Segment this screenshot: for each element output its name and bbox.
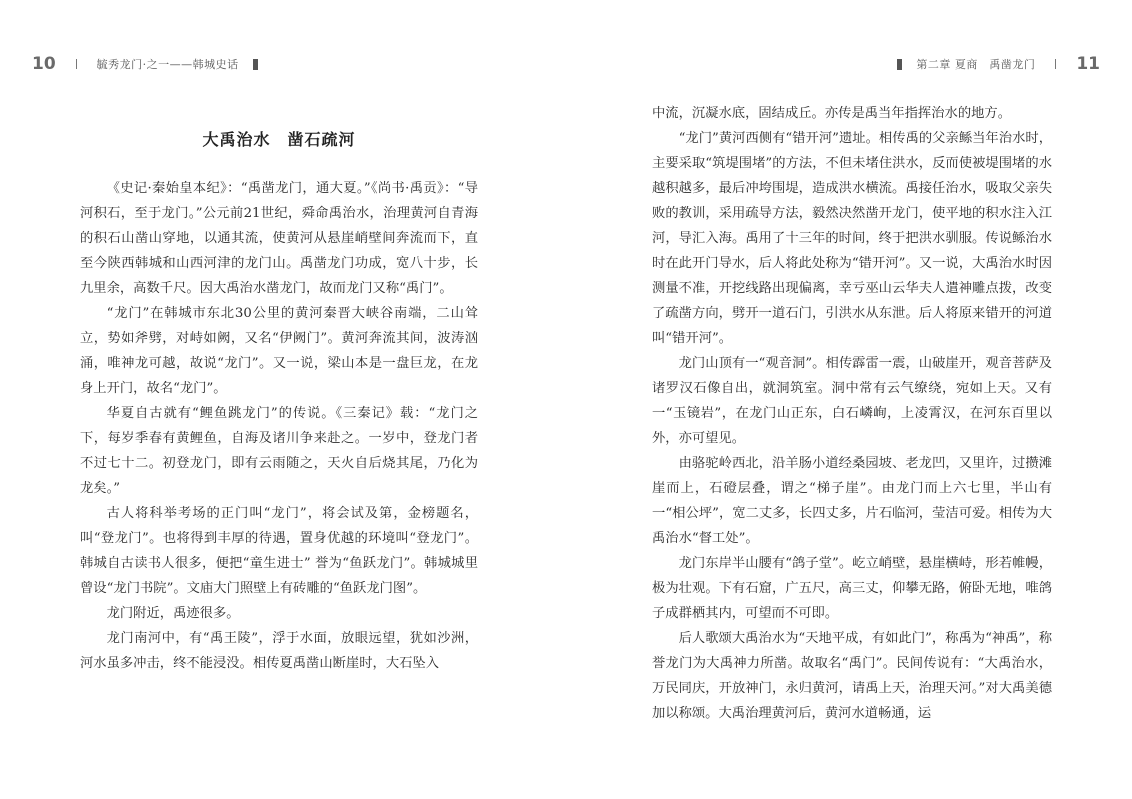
paragraph: 龙门附近，禹迹很多。	[106, 606, 240, 621]
right-page	[566, 0, 1132, 799]
continuation-paragraph: 中流，沉凝水底，固结成丘。亦传是禹当年指挥治水的地方。	[652, 106, 1012, 121]
right-body-text	[652, 101, 1052, 726]
header-divider	[76, 59, 77, 69]
header-divider	[1055, 59, 1056, 69]
paragraph: 龙门南河中，有“禹王陵”，浮于水面，放眼远望，犹如沙洲，河水虽多冲击，终不能浸没。相传夏禹凿山断崖时，大石坠入	[80, 631, 478, 671]
paragraph: 龙门山顶有一“观音洞”。相传霹雷一震，山破崖开，观音菩萨及诸罗汉石像自出，就洞筑室。洞中常有云气缭绕，宛如上天。又有一“玉镜岩”，在龙门山正东，白石嶙峋，上凌霄汉，在河东百里以外，亦可望见。	[652, 356, 1052, 446]
right-running-header	[897, 52, 1100, 76]
paragraph: 古人将科举考场的正门叫“龙门”，将会试及第，金榜题名，叫“登龙门”。也将得到丰厚的待遇，置身优越的环境叫“登龙门”。韩城自古读书人很多，便把“童生进士” 誉为“鱼跃龙门”。韩城城里曾设“龙门书院”。文庙大门照壁上有砖雕的“鱼跃龙门图”。	[80, 506, 478, 596]
left-page-number: 10	[32, 54, 56, 74]
left-body-text	[80, 176, 478, 676]
paragraph: 《史记·秦始皇本纪》：“禹凿龙门，通大夏。”《尚书·禹贡》：“导河积石，至于龙门。”公元前21世纪，舜命禹治水，治理黄河自青海的积石山凿山穿地，以通其流，使黄河从悬崖峭壁间奔流而下，直至今陕西韩城和山西河津的龙门山。禹凿龙门功成，宽八十步，长九里余，高数千尺。因大禹治水凿龙门，故而龙门又称“禹门”。	[80, 181, 478, 296]
left-running-header	[32, 52, 258, 76]
section-title: 大禹治水 凿石疏河	[202, 130, 356, 149]
paragraph: 由骆驼岭西北，沿羊肠小道经桑园坡、老龙凹，又里许，过攒滩崖而上，石磴层叠，谓之“梯子崖”。由龙门而上六七里，半山有一“相公坪”，宽二丈多，长四丈多，片石临河，莹洁可爱。相传为大禹治水“督工处”。	[652, 456, 1052, 546]
left-running-title: 毓秀龙门·之一——韩城史话	[96, 58, 239, 71]
right-page-number: 11	[1076, 54, 1100, 74]
paragraph: “龙门”黄河西侧有“错开河”遗址。相传禹的父亲鲧当年治水时，主要采取“筑堤围堵”的方法，不但未堵住洪水，反而使被堤围堵的水越积越多，最后冲垮围堤，造成洪水横流。禹接任治水，吸取父亲失败的教训，采用疏导方法，毅然决然凿开龙门，使平地的积水注入江河，导汇入海。禹用了十三年的时间，终于把洪水驯服。传说鲧治水时在此开门导水，后人将此处称为“错开河”。又一说，大禹治水时因测量不准，开挖线路出现偏离，幸亏巫山云华夫人遣神雕点拨，改变了疏凿方向，劈开一道石门，引洪水从东泄。后人将原来错开的河道叫“错开河”。	[652, 131, 1052, 346]
paragraph: 后人歌颂大禹治水为“天地平成，有如此门”，称禹为“神禹”，称誉龙门为大禹神力所凿。故取名“禹门”。民间传说有：“大禹治水，万民同庆，开放神门，永归黄河，请禹上天，治理天河。”对大禹美德加以称颂。大禹治理黄河后，黄河水道畅通，运	[652, 631, 1052, 721]
paragraph: 华夏自古就有“鲤鱼跳龙门”的传说。《三秦记》载：“龙门之下，每岁季春有黄鲤鱼，自海及诸川争来赴之。一岁中，登龙门者不过七十二。初登龙门，即有云雨随之，天火自后烧其尾，乃化为龙矣。”	[80, 406, 478, 496]
header-block-mark	[253, 59, 258, 70]
header-block-mark	[897, 59, 902, 70]
right-running-title: 第二章 夏商 禹凿龙门	[916, 58, 1036, 71]
paragraph: 龙门东岸半山腰有“鸽子堂”。屹立峭壁，悬崖横峙，形若帷幔，极为壮观。下有石窟，广五尺，高三丈，仰攀无路，俯卧无地，唯鸽子成群栖其内，可望而不可即。	[652, 556, 1052, 621]
paragraph: “龙门”在韩城市东北30公里的黄河秦晋大峡谷南端，二山耸立，势如斧劈，对峙如阙，又名“伊阙门”。黄河奔流其间，波涛汹涌，唯神龙可越，故说“龙门”。又一说，梁山本是一盘巨龙，在龙身上开门，故名“龙门”。	[80, 306, 478, 396]
